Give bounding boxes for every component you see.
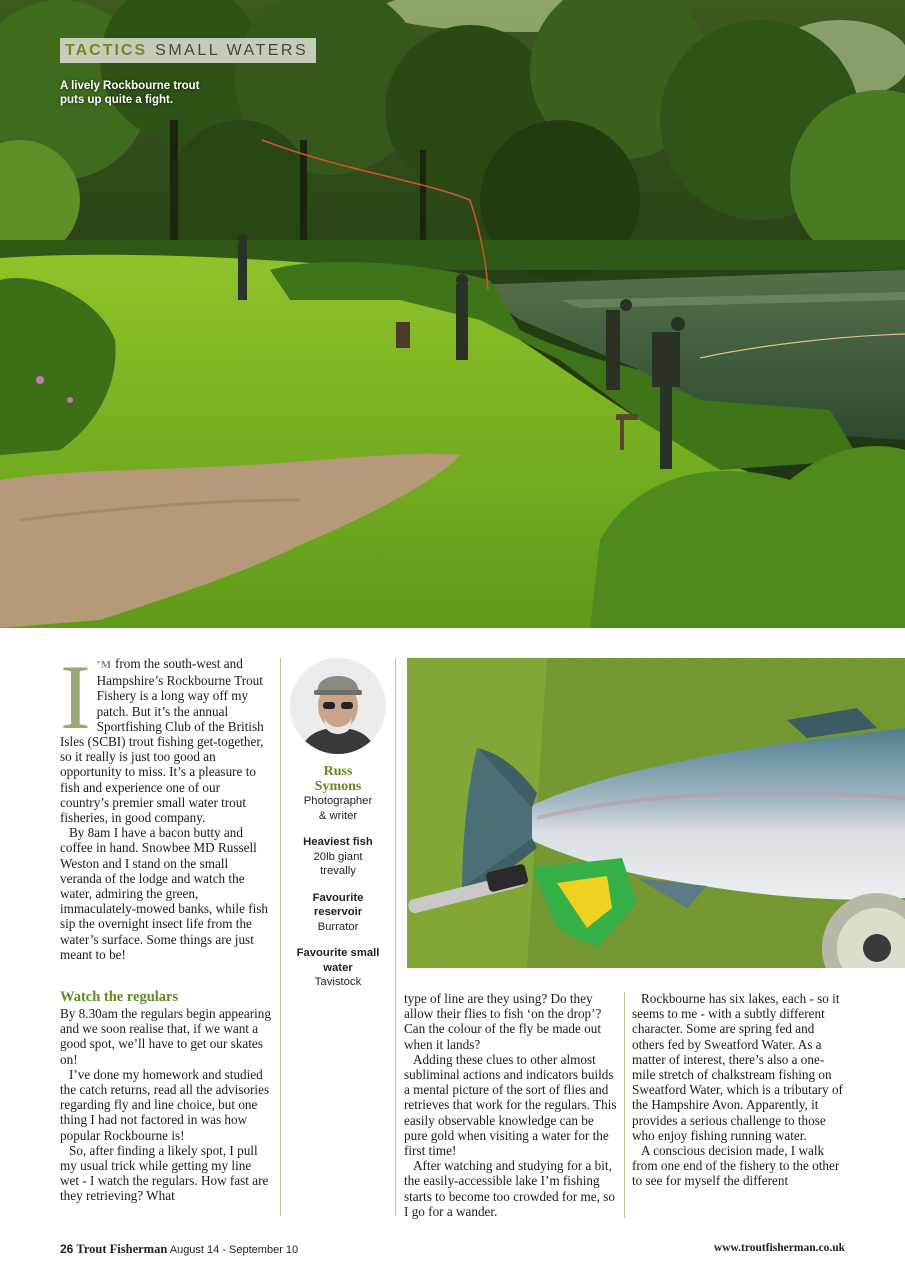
body-paragraph: By 8.30am the regulars begin appearing and we soon realise that, if we want a good spot, we’ll have to get our skates on! — [60, 1006, 271, 1067]
author-last-name: Symons — [314, 779, 362, 794]
author-name — [288, 764, 388, 794]
intro-paragraph-1 — [60, 646, 272, 826]
author-portrait-image — [290, 658, 386, 754]
fact-label-line: Favourite — [312, 891, 364, 904]
author-profile — [288, 656, 388, 990]
body-paragraph: After watching and studying for a bit, the easily-accessible lake I’m fishing starts to become too crowded for me, so I go for a wander. — [404, 1158, 615, 1219]
intro-paragraph-2: By 8am I have a bacon butty and coffee in hand. Snowbee MD Russell Weston and I stand on the small veranda of the lodge and watch the water, admiring the green, immaculately-mowed banks, while fish sip the overnight insect life from the water’s surface. Some things are just meant to be! — [60, 825, 269, 962]
section-tag — [60, 38, 316, 63]
fact-label — [288, 891, 388, 920]
author-role-line: & writer — [318, 809, 358, 822]
section-tag-bold: TACTICS — [65, 41, 148, 59]
fact-label — [288, 946, 388, 975]
drop-cap: I — [60, 646, 91, 748]
issue-dates: August 14 - September 10 — [169, 1244, 299, 1256]
column-divider — [395, 658, 396, 1216]
fact-label: Heaviest fish — [303, 836, 373, 848]
author-photo — [290, 658, 386, 754]
hero-photo — [0, 0, 905, 628]
body-paragraph: Rockbourne has six lakes, each - so it seems to me - with a subtly different character. Some are spring fed and others fed by Sweatford Water. As a matter of interest, there’s also a one-mile stretch of chalkstream fishing on Sweatford Water, which is a tributary of the Hampshire Avon. Apparently, it provides a serious challenge to those who enjoy fishing running water. — [632, 991, 843, 1143]
fact-value-line: 20lb giant — [313, 850, 363, 863]
fact-value-line: trevally — [320, 865, 356, 877]
author-role — [288, 794, 388, 823]
body-paragraph: A conscious decision made, I walk from one end of the fishery to the other to see for myself the different — [632, 1143, 840, 1189]
body-column-3 — [404, 991, 618, 1219]
body-paragraph: Adding these clues to other almost subliminal actions and indicators builds a mental picture of the sort of flies and retrieves that work for the regulars. This easily observable knowledge can be pure gold when visiting a water for the first time! — [404, 1051, 617, 1159]
body-paragraph: So, after finding a likely spot, I pull my usual trick while getting my line wet - I watch the regulars. How fast are they retrieving? What — [60, 1142, 269, 1204]
fact-value: Burrator — [317, 920, 359, 933]
page-number: 26 — [60, 1242, 74, 1256]
page-footer — [60, 1242, 298, 1257]
magazine-name: Trout Fisherman — [76, 1242, 168, 1256]
body-paragraph: I’ve done my homework and studied the catch returns, read all the advisories regarding fly and line choice, but one thing I had not factored in was how popular Rockbourne is! — [60, 1066, 270, 1143]
fact-label-line: reservoir — [313, 906, 363, 918]
author-first-name: Russ — [323, 764, 353, 779]
trout-in-net-image — [407, 658, 905, 968]
trout-photo — [407, 658, 905, 968]
body-paragraph: type of line are they using? Do they allow their flies to fish ‘on the drop’? Can the colour of the fly be made out when it lands? — [404, 991, 602, 1052]
fact-label-line: water — [323, 961, 353, 974]
intro-paragraph-1-text: from the south-west and Hampshire’s Rockbourne Trout Fishery is a long way off my patch. But it’s the annual Sportfishing Club of the British Isles (SCBI) trout fishing get-together, so it really is just too good an opportunity to miss. It’s a pleasure to fish and experience one of our country’s premier small water trout fisheries, in good company. — [60, 656, 264, 826]
body-column-4 — [632, 991, 847, 1189]
section-tag-light: SMALL WATERS — [155, 41, 309, 59]
section-heading: Watch the regulars — [60, 989, 179, 1005]
watch-regulars-section — [60, 989, 272, 1204]
fact-value — [288, 850, 388, 879]
fact-value: Tavistock — [314, 976, 362, 988]
hero-caption: A lively Rockbourne trout puts up quite a fight. — [60, 80, 200, 106]
website-link[interactable]: www.troutfisherman.co.uk — [713, 1242, 845, 1254]
author-role-line: Photographer — [303, 795, 373, 807]
fact-label-line: Favourite small — [296, 947, 380, 959]
column-divider — [280, 658, 281, 1216]
column-divider — [624, 992, 625, 1218]
intro-column — [60, 646, 272, 962]
lead-in: ’M — [96, 659, 112, 671]
